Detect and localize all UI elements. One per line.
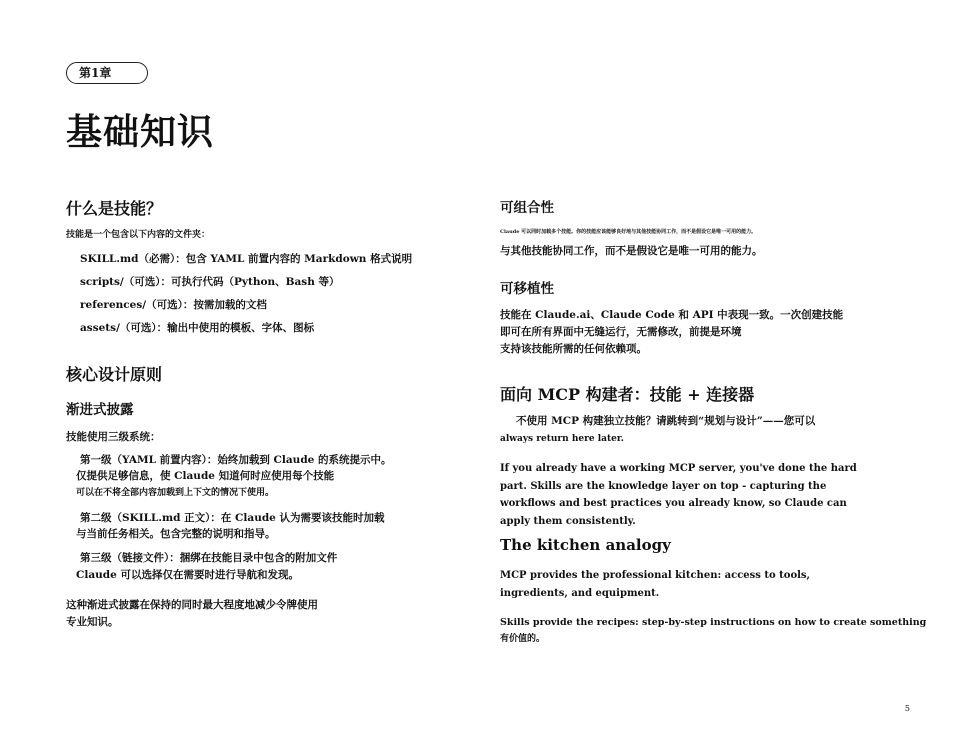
summary-line2: 专业知识。 bbox=[66, 616, 119, 628]
kitchen-analogy-heading: The kitchen analogy bbox=[500, 536, 671, 554]
three-levels-intro: 技能使用三级系统： bbox=[66, 431, 161, 443]
level2-line2: 与当前任务相关。包含完整的说明和指导。 bbox=[76, 528, 276, 540]
kitchen-paragraph-1: MCP provides the professional kitchen: access to tools, ingredients, and equipment. bbox=[500, 570, 811, 599]
level1-line3: 可以在不将全部内容加载到上下文的情况下使用。 bbox=[76, 488, 275, 498]
portability-heading: 可移植性 bbox=[500, 281, 554, 297]
progressive-disclosure-heading: 渐进式披露 bbox=[66, 402, 134, 418]
level2-line1: 第二级（SKILL.md 正文）：在 Claude 认为需要该技能时加载 bbox=[80, 512, 385, 524]
mcp-builders-heading: 面向 MCP 构建者：技能 + 连接器 bbox=[500, 385, 755, 404]
core-principles-heading: 核心设计原则 bbox=[66, 365, 163, 384]
portability-line3: 支持该技能所需的任何依赖项。 bbox=[500, 343, 647, 355]
chapter-badge: 第1章 bbox=[66, 62, 148, 84]
list-item-skill-md: SKILL.md（必需）：包含 YAML 前置内容的 Markdown 格式说明 bbox=[80, 253, 413, 265]
level1-line2: 仅提供足够信息，使 Claude 知道何时应使用每个技能 bbox=[76, 470, 335, 482]
level3-line1: 第三级（链接文件）：捆绑在技能目录中包含的附加文件 bbox=[80, 552, 338, 564]
composability-small-text: Claude 可以同时加载多个技能。你的技能应该能够良好地与其他技能协同工作，而不是假设它是唯一可用的能力。 bbox=[500, 229, 757, 235]
mcp-paragraph: If you already have a working MCP server, you've done the hard part. Skills are the knowledge layer on top - capturing the workflows and best practices you already know, so Claude can apply them consistently. bbox=[500, 463, 857, 527]
mcp-intro-line1: 不使用 MCP 构建独立技能？请跳转到“规划与设计”——您可以 bbox=[516, 415, 816, 427]
list-item-assets: assets/（可选）：输出中使用的模板、字体、图标 bbox=[80, 322, 315, 334]
summary-line1: 这种渐进式披露在保持的同时最大程度地减少令牌使用 bbox=[66, 599, 318, 611]
list-item-references: references/（可选）：按需加载的文档 bbox=[80, 299, 267, 311]
mcp-intro-line2: always return here later. bbox=[500, 434, 624, 444]
composability-heading: 可组合性 bbox=[500, 200, 554, 216]
list-item-scripts: scripts/（可选）：可执行代码（Python、Bash 等） bbox=[80, 276, 340, 288]
portability-line2: 即可在所有界面中无缝运行，无需修改，前提是环境 bbox=[500, 326, 742, 338]
page-title: 基础知识 bbox=[66, 111, 215, 153]
level1-line1: 第一级（YAML 前置内容）：始终加载到 Claude 的系统提示中。 bbox=[80, 454, 392, 466]
composability-text: 与其他技能协同工作，而不是假设它是唯一可用的能力。 bbox=[500, 245, 763, 257]
what-is-skill-heading: 什么是技能？ bbox=[66, 199, 163, 218]
kitchen-paragraph-2-line1: Skills provide the recipes: step-by-step instructions on how to create something bbox=[500, 617, 927, 628]
level3-line2: Claude 可以选择仅在需要时进行导航和发现。 bbox=[76, 569, 299, 581]
page-number: 5 bbox=[904, 704, 910, 713]
what-is-skill-intro: 技能是一个包含以下内容的文件夹： bbox=[66, 230, 211, 240]
portability-line1: 技能在 Claude.ai、Claude Code 和 API 中表现一致。一次创建技能 bbox=[500, 309, 844, 321]
kitchen-paragraph-2-line2: 有价值的。 bbox=[500, 634, 546, 644]
